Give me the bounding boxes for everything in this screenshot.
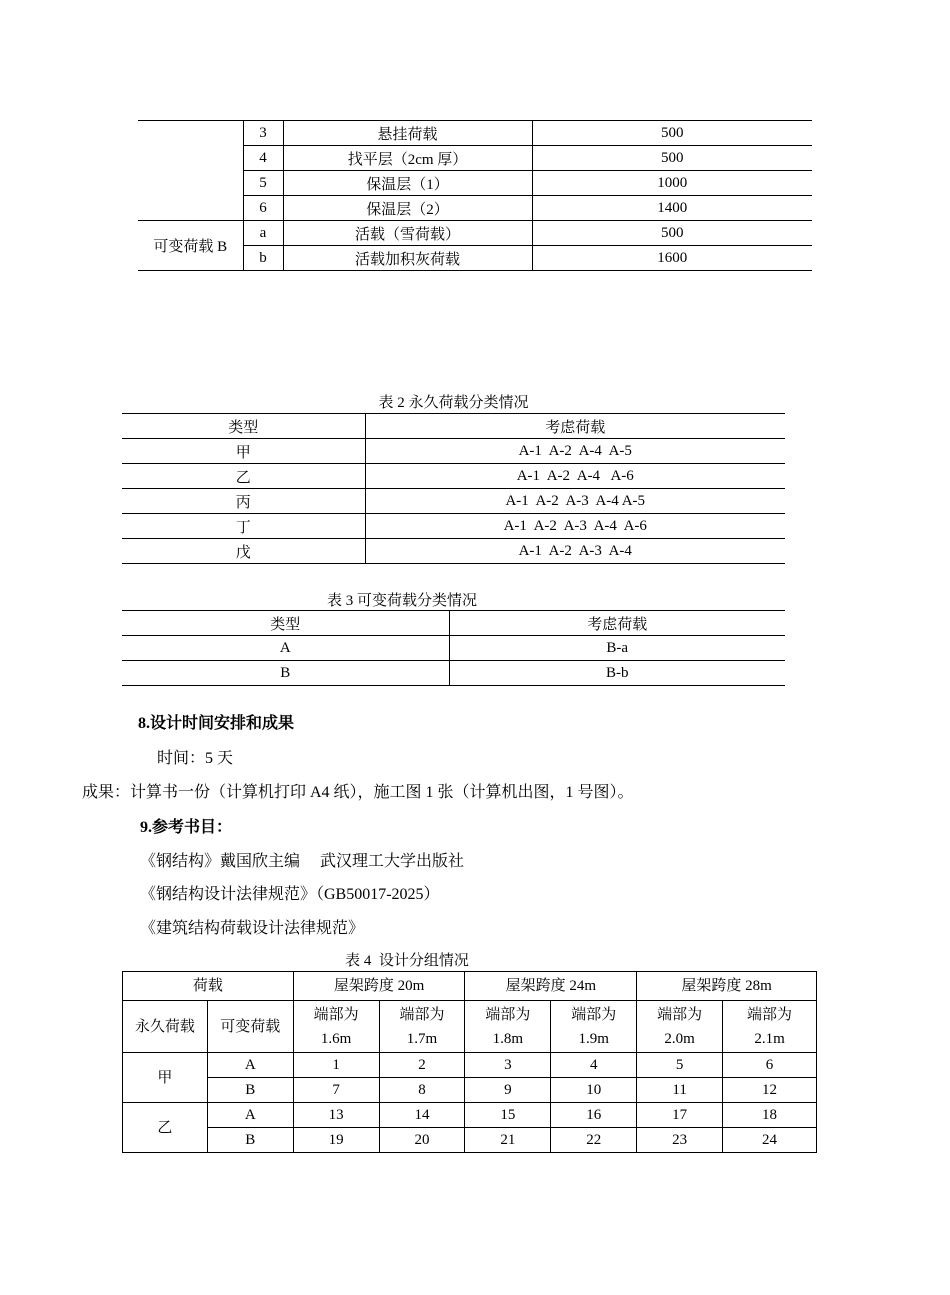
table-cell: 保温层（1） xyxy=(283,171,532,196)
table-cell: 19 xyxy=(293,1128,379,1153)
table-row xyxy=(123,1103,817,1128)
table-row xyxy=(138,221,812,246)
header-line: 端部为 xyxy=(485,1006,531,1023)
table-cell: 悬挂荷载 xyxy=(283,121,532,146)
table-cell: 4 xyxy=(243,146,283,171)
table-cell: 2 xyxy=(379,1053,465,1078)
table-cell: 8 xyxy=(379,1078,465,1103)
table-cell: 10 xyxy=(551,1078,637,1103)
column-header: 屋架跨度 20m xyxy=(293,972,465,1001)
header-line: 1.7m xyxy=(406,1030,438,1047)
table-row xyxy=(123,1053,817,1078)
table-cell: 丁 xyxy=(122,514,365,539)
table-cell: A xyxy=(207,1103,293,1128)
reference-item: 《钢结构设计法律规范》（GB50017-2025） xyxy=(140,886,440,903)
table-cell: 18 xyxy=(723,1103,817,1128)
column-header xyxy=(637,1001,723,1053)
table-cell: 活载（雪荷载） xyxy=(283,221,532,246)
table-cell: A-1 A-2 A-3 A-4 A-6 xyxy=(365,514,785,539)
column-header: 类型 xyxy=(122,611,449,636)
design-group-table xyxy=(122,971,817,1153)
load-table-continued xyxy=(138,120,812,271)
table-cell: B-b xyxy=(449,661,785,686)
table-cell xyxy=(138,121,243,221)
row-group-label: 乙 xyxy=(123,1103,208,1153)
table-cell: 4 xyxy=(551,1053,637,1078)
table-cell: 14 xyxy=(379,1103,465,1128)
deliverables-text: 成果：计算书一份（计算机打印 A4 纸），施工图 1 张（计算机出图，1 号图）。 xyxy=(82,784,634,801)
header-line: 端部为 xyxy=(399,1006,445,1023)
table-cell: b xyxy=(243,246,283,271)
table-cell: 1000 xyxy=(532,171,812,196)
table-cell: 24 xyxy=(723,1128,817,1153)
table-cell: A xyxy=(207,1053,293,1078)
table-cell: 找平层（2cm 厚） xyxy=(283,146,532,171)
table-cell: 7 xyxy=(293,1078,379,1103)
table-cell: 12 xyxy=(723,1078,817,1103)
table-cell: 23 xyxy=(637,1128,723,1153)
table-header-row xyxy=(122,611,785,636)
column-header xyxy=(551,1001,637,1053)
table-row xyxy=(123,1078,817,1103)
table-cell: A-1 A-2 A-4 A-6 xyxy=(365,464,785,489)
table4-caption: 表 4 设计分组情况 xyxy=(345,953,469,969)
table-cell: 乙 xyxy=(122,464,365,489)
table-cell: B xyxy=(207,1128,293,1153)
column-header: 可变荷载 xyxy=(207,1001,293,1053)
table-cell: 保温层（2） xyxy=(283,196,532,221)
table-cell: 5 xyxy=(637,1053,723,1078)
table-row xyxy=(138,121,812,146)
table-cell: 1600 xyxy=(532,246,812,271)
table-cell: 3 xyxy=(243,121,283,146)
table-cell: 500 xyxy=(532,221,812,246)
table-cell: 16 xyxy=(551,1103,637,1128)
table-row xyxy=(123,1128,817,1153)
table-cell: A-1 A-2 A-3 A-4 xyxy=(365,539,785,564)
header-line: 2.0m xyxy=(664,1030,695,1047)
table-cell: 21 xyxy=(465,1128,551,1153)
header-line: 端部为 xyxy=(313,1006,359,1023)
table-cell: A-1 A-2 A-3 A-4 A-5 xyxy=(365,489,785,514)
table-cell: 17 xyxy=(637,1103,723,1128)
table-cell: A-1 A-2 A-4 A-5 xyxy=(365,439,785,464)
reference-item: 《建筑结构荷载设计法律规范》 xyxy=(140,920,365,937)
table-cell: 6 xyxy=(243,196,283,221)
table-cell: 3 xyxy=(465,1053,551,1078)
header-line: 端部为 xyxy=(747,1006,793,1023)
table3-caption: 表 3 可变荷载分类情况 xyxy=(326,593,477,609)
table-row xyxy=(122,489,785,514)
table-cell: 500 xyxy=(532,146,812,171)
table-cell: 13 xyxy=(293,1103,379,1128)
table-cell: 11 xyxy=(637,1078,723,1103)
header-line: 1.8m xyxy=(492,1030,524,1047)
table-cell: B-a xyxy=(449,636,785,661)
column-header: 考虑荷载 xyxy=(365,414,785,439)
table-row xyxy=(122,636,785,661)
column-header xyxy=(465,1001,551,1053)
table-cell: 1400 xyxy=(532,196,812,221)
table-row xyxy=(122,464,785,489)
table-cell: 22 xyxy=(551,1128,637,1153)
header-line: 端部为 xyxy=(657,1006,703,1023)
table-cell: A xyxy=(122,636,449,661)
table-cell: 1 xyxy=(293,1053,379,1078)
variable-load-table xyxy=(122,610,785,686)
header-line: 2.1m xyxy=(754,1030,785,1047)
table-cell: 甲 xyxy=(122,439,365,464)
table-header-row xyxy=(123,972,817,1001)
table-cell: 6 xyxy=(723,1053,817,1078)
section9-heading: 9.参考书目： xyxy=(140,819,233,836)
schedule-time: 时间：5 天 xyxy=(157,750,234,767)
table-header-row xyxy=(122,414,785,439)
table-cell: 丙 xyxy=(122,489,365,514)
table-cell: 活载加积灰荷载 xyxy=(283,246,532,271)
column-header xyxy=(379,1001,465,1053)
table2-caption: 表 2 永久荷载分类情况 xyxy=(378,395,529,411)
reference-item: 《钢结构》戴国欣主编 武汉理工大学出版社 xyxy=(140,853,465,870)
group-label-cell: 可变荷载 B xyxy=(138,221,243,271)
column-header: 考虑荷载 xyxy=(449,611,785,636)
table-cell: 15 xyxy=(465,1103,551,1128)
table-row xyxy=(122,514,785,539)
column-header: 屋架跨度 24m xyxy=(465,972,637,1001)
table-cell: 9 xyxy=(465,1078,551,1103)
table-cell: B xyxy=(122,661,449,686)
table-row xyxy=(122,439,785,464)
column-header: 类型 xyxy=(122,414,365,439)
table-cell: 500 xyxy=(532,121,812,146)
table-cell: 20 xyxy=(379,1128,465,1153)
table-cell: 5 xyxy=(243,171,283,196)
column-header xyxy=(723,1001,817,1053)
row-group-label: 甲 xyxy=(123,1053,208,1103)
column-header: 荷载 xyxy=(123,972,294,1001)
table-row xyxy=(122,539,785,564)
header-line: 端部为 xyxy=(571,1006,617,1023)
header-line: 1.9m xyxy=(578,1030,609,1047)
section8-heading: 8.设计时间安排和成果 xyxy=(138,715,295,732)
column-header xyxy=(293,1001,379,1053)
table-row xyxy=(122,661,785,686)
header-line: 1.6m xyxy=(320,1030,352,1047)
table-header-row xyxy=(123,1001,817,1053)
column-header: 永久荷载 xyxy=(123,1001,208,1053)
table-cell: 戊 xyxy=(122,539,365,564)
permanent-load-table xyxy=(122,413,785,564)
column-header: 屋架跨度 28m xyxy=(637,972,817,1001)
table-cell: B xyxy=(207,1078,293,1103)
table-cell: a xyxy=(243,221,283,246)
